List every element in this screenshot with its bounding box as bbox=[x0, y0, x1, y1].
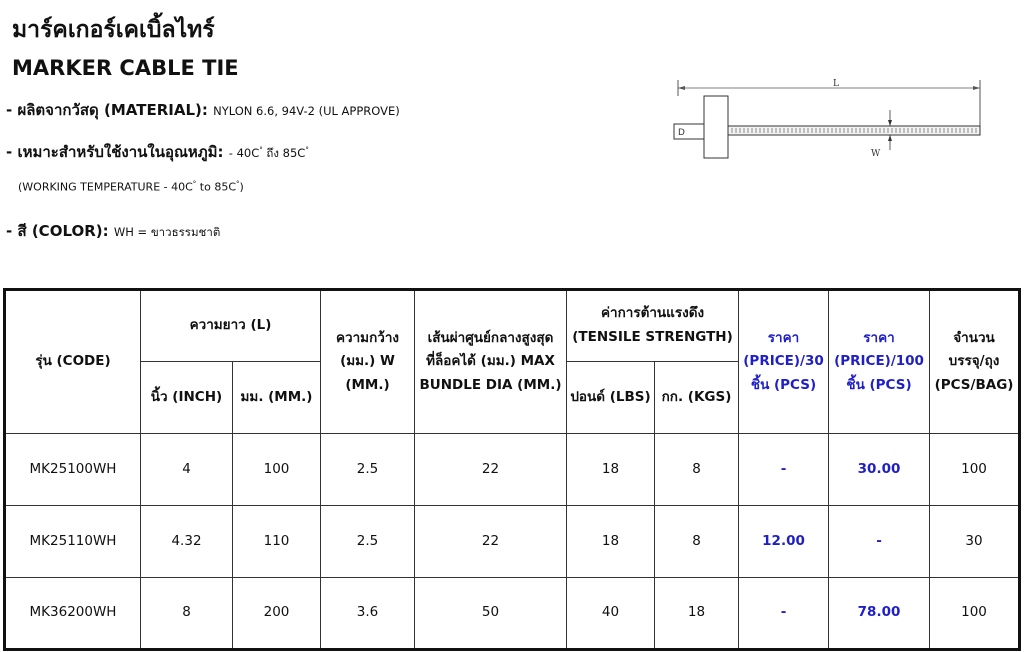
cell-width: 2.5 bbox=[321, 506, 415, 578]
cell-mm: 110 bbox=[233, 506, 321, 578]
spec-color bbox=[6, 219, 220, 243]
header-kgs: กก. (KGS) bbox=[655, 362, 739, 434]
cell-pack: 30 bbox=[930, 506, 1020, 578]
cell-mm: 100 bbox=[233, 434, 321, 506]
specification-table bbox=[3, 288, 1021, 651]
header-mm: มม. (MM.) bbox=[233, 362, 321, 434]
header-width: ความกว้าง (มม.) W (MM.) bbox=[321, 290, 415, 434]
cell-pack: 100 bbox=[930, 578, 1020, 650]
header-bundle-dia: เส้นผ่าศูนย์กลางสูงสุด ที่ล็อคได้ (มม.) MAX BUNDLE DIA (MM.) bbox=[415, 290, 567, 434]
cell-bundle: 22 bbox=[415, 506, 567, 578]
header-lbs: ปอนด์ (LBS) bbox=[567, 362, 655, 434]
cell-code: MK25110WH bbox=[5, 506, 141, 578]
header-code: รุ่น (CODE) bbox=[5, 290, 141, 434]
page-title-english: MARKER CABLE TIE bbox=[12, 56, 239, 80]
cell-lbs: 40 bbox=[567, 578, 655, 650]
header-pack: จำนวน บรรจุ/ถุง (PCS/BAG) bbox=[930, 290, 1020, 434]
cell-code: MK36200WH bbox=[5, 578, 141, 650]
page-title-thai: มาร์คเกอร์เคเบิ้ลไทร์ bbox=[12, 17, 215, 43]
spec-color-value: WH = ขาวธรรมชาติ bbox=[113, 225, 221, 239]
cable-tie-diagram bbox=[668, 70, 988, 170]
spec-material-label: - ผลิตจากวัสดุ (MATERIAL): bbox=[6, 101, 208, 119]
cell-price-30: 12.00 bbox=[739, 506, 829, 578]
length-label: L bbox=[833, 79, 839, 89]
header-tensile-strength: ค่าการต้านแรงดึง (TENSILE STRENGTH) bbox=[567, 290, 739, 362]
cell-price-100: 78.00 bbox=[829, 578, 930, 650]
cell-inch: 8 bbox=[141, 578, 233, 650]
cell-width: 3.6 bbox=[321, 578, 415, 650]
cell-kgs: 8 bbox=[655, 434, 739, 506]
cell-code: MK25100WH bbox=[5, 434, 141, 506]
spec-color-label: - สี (COLOR): bbox=[6, 222, 109, 240]
cell-mm: 200 bbox=[233, 578, 321, 650]
cell-kgs: 8 bbox=[655, 506, 739, 578]
spec-temperature-note: (WORKING TEMPERATURE - 40C° to 85C°) bbox=[18, 180, 244, 194]
svg-text:D: D bbox=[678, 128, 685, 138]
header-price-100: ราคา (PRICE)/100 ชิ้น (PCS) bbox=[829, 290, 930, 434]
cell-lbs: 18 bbox=[567, 434, 655, 506]
cell-price-30: - bbox=[739, 578, 829, 650]
cell-kgs: 18 bbox=[655, 578, 739, 650]
spec-temperature-label: - เหมาะสำหรับใช้งานในอุณหภูมิ: bbox=[6, 143, 224, 161]
cell-inch: 4.32 bbox=[141, 506, 233, 578]
cell-lbs: 18 bbox=[567, 506, 655, 578]
table-row bbox=[5, 434, 1020, 506]
cell-price-100: - bbox=[829, 506, 930, 578]
spec-material bbox=[6, 98, 400, 122]
width-label: W bbox=[871, 149, 881, 159]
cell-bundle: 22 bbox=[415, 434, 567, 506]
cell-pack: 100 bbox=[930, 434, 1020, 506]
cell-price-30: - bbox=[739, 434, 829, 506]
cell-width: 2.5 bbox=[321, 434, 415, 506]
cell-price-100: 30.00 bbox=[829, 434, 930, 506]
spec-temperature-value: - 40C° ถึง 85C° bbox=[228, 146, 309, 160]
header-inch: นิ้ว (INCH) bbox=[141, 362, 233, 434]
table-row bbox=[5, 578, 1020, 650]
spec-material-value: NYLON 6.6, 94V-2 (UL APPROVE) bbox=[213, 104, 400, 118]
cell-inch: 4 bbox=[141, 434, 233, 506]
spec-temperature bbox=[6, 140, 309, 164]
table-row bbox=[5, 506, 1020, 578]
header-price-30: ราคา (PRICE)/30 ชิ้น (PCS) bbox=[739, 290, 829, 434]
header-length: ความยาว (L) bbox=[141, 290, 321, 362]
cell-bundle: 50 bbox=[415, 578, 567, 650]
